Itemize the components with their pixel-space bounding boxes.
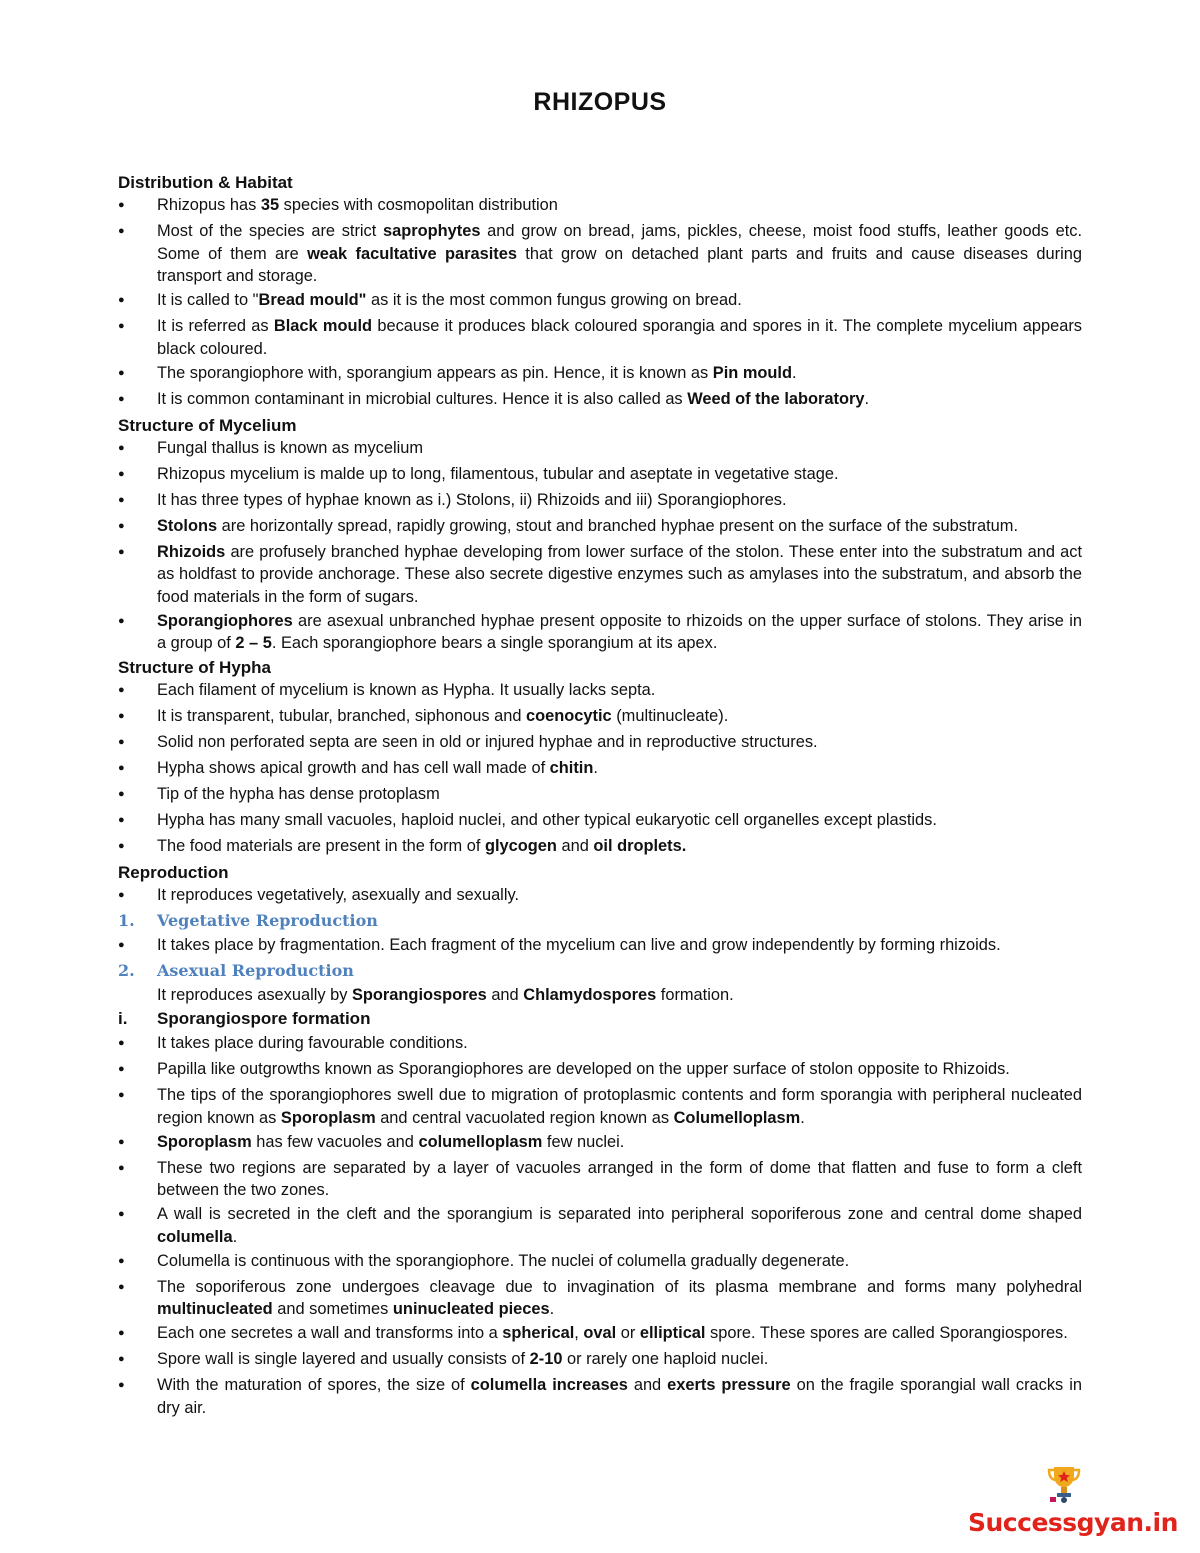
- bullet-icon: [118, 1157, 157, 1202]
- list-item-text: [157, 610, 1082, 655]
- text-run: Each one secretes a wall and transforms into a: [157, 1324, 503, 1343]
- text-run: (multinucleate).: [611, 707, 729, 726]
- bullet-icon: [118, 541, 157, 609]
- bullet-icon: [118, 289, 157, 314]
- bold-term: columelloplasm: [418, 1132, 543, 1151]
- list-item-text: [157, 731, 1082, 756]
- document-page: [118, 88, 1082, 1421]
- list-item-text: [157, 515, 1082, 540]
- bold-term: 2 – 5: [235, 634, 272, 653]
- list-item: [118, 731, 1082, 756]
- list-item: [118, 437, 1082, 462]
- list-item-text: [157, 315, 1082, 360]
- list-item-text: [157, 1276, 1082, 1321]
- bullet-icon: [118, 489, 157, 514]
- text-run: that grow on detached plant parts and fruits and cause diseases during transport and storage.: [157, 244, 1082, 286]
- list-item: [118, 679, 1082, 704]
- bullet-icon: [118, 1276, 157, 1321]
- text-run: because it produces black coloured sporangia and spores in it. The complete mycelium appears black coloured.: [157, 317, 1082, 358]
- list-marker: i.: [118, 1009, 128, 1029]
- bold-term: spherical: [502, 1324, 575, 1343]
- text-run: are profusely branched hyphae developing from lower surface of the stolon. These enter into the substratum and act as holdfast to provide anchorage. These also secrete digestive enzymes such as amylases into the substratum, and absorb the food materials in the form of sugars.: [157, 542, 1082, 606]
- bold-term: Sporoplasm: [157, 1132, 252, 1151]
- bullet-icon: [118, 783, 157, 808]
- text-run: species with cosmopolitan distribution: [279, 196, 558, 214]
- list-item-text: [157, 679, 1082, 704]
- list-item: [118, 220, 1082, 288]
- list-item: [118, 934, 1082, 959]
- bullet-icon: [118, 731, 157, 756]
- bold-term: Sporoplasm: [280, 1108, 376, 1127]
- list-item: [118, 388, 1082, 413]
- list-item-text: [157, 541, 1082, 609]
- document-body: [118, 171, 1082, 1420]
- list-item: [118, 541, 1082, 609]
- text-run: ,: [574, 1324, 584, 1343]
- list-item-text: [157, 1131, 1082, 1156]
- text-run: and central vacuolated region known as: [375, 1108, 674, 1127]
- text-run: .: [593, 759, 598, 778]
- section-heading: Structure of Hypha: [118, 658, 272, 678]
- text-run: A wall is secreted in the cleft and the sporangium is separated into peripheral soporiferous zone and central dome shaped: [157, 1205, 1082, 1224]
- bullet-icon: [118, 934, 157, 959]
- bullet-icon: [118, 679, 157, 704]
- bold-term: Columelloplasm: [673, 1108, 801, 1127]
- bullet-icon: [118, 610, 157, 655]
- bullet-icon: [118, 1250, 157, 1275]
- list-item: [118, 1250, 1082, 1275]
- list-item: [118, 194, 1082, 219]
- text-run: Spore wall is single layered and usually consists of: [157, 1350, 530, 1369]
- subheading: [118, 910, 1082, 933]
- list-item-text: [157, 1203, 1082, 1248]
- list-item: [118, 1058, 1082, 1083]
- text-run: .: [864, 389, 870, 408]
- bold-term: Stolons: [157, 516, 218, 535]
- text-run: spore. These spores are called Sporangiospores.: [705, 1324, 1068, 1343]
- list-item-text: [157, 1374, 1082, 1419]
- list-marker: 2.: [118, 961, 135, 981]
- trophy-icon: [1046, 1464, 1082, 1504]
- bold-term: uninucleated pieces: [392, 1300, 550, 1319]
- text-run: The sporangiophore with, sporangium appears as pin. Hence, it is known as: [157, 363, 713, 382]
- bullet-icon: [118, 194, 157, 219]
- bold-term: saprophytes: [383, 221, 481, 240]
- bold-term: Rhizoids: [157, 542, 226, 561]
- bullet-icon: [118, 437, 157, 462]
- bold-term: oil droplets.: [593, 837, 687, 856]
- text-run: . Each sporangiophore bears a single sporangium at its apex.: [271, 634, 718, 653]
- list-item-text: [157, 220, 1082, 288]
- text-run: and sometimes: [272, 1300, 393, 1319]
- text-run: It is common contaminant in microbial cultures. Hence it is also called as: [157, 389, 688, 408]
- list-item-text: [157, 1348, 1082, 1373]
- text-run: and: [556, 837, 594, 856]
- list-item: [118, 1348, 1082, 1373]
- list-item: [118, 1157, 1082, 1202]
- text-run: The food materials are present in the form of: [157, 837, 485, 856]
- text-run: It is transparent, tubular, branched, siphonous and: [157, 707, 527, 726]
- list-item: [118, 1276, 1082, 1321]
- list-item-text: [157, 884, 1082, 909]
- bold-term: Sporangiophores: [157, 611, 293, 630]
- bullet-icon: [118, 809, 157, 834]
- bullet-icon: [118, 757, 157, 782]
- bullet-icon: [118, 1322, 157, 1347]
- subheading: [118, 960, 1082, 983]
- text-run: Most of the species are strict: [157, 221, 384, 240]
- text-run: as it is the most common fungus growing on bread.: [366, 291, 742, 310]
- list-item: [118, 315, 1082, 360]
- text-run: few nuclei.: [542, 1132, 625, 1151]
- text-run: or rarely one haploid nuclei.: [562, 1350, 769, 1369]
- text-run: With the maturation of spores, the size of: [157, 1376, 471, 1395]
- section-heading: Distribution & Habitat: [118, 173, 293, 192]
- text-run: It has three types of hyphae known as i.) Stolons, ii) Rhizoids and iii) Sporangiophores.: [157, 490, 787, 509]
- text-run: .: [792, 363, 797, 382]
- list-item: [118, 1084, 1082, 1129]
- list-item: [118, 884, 1082, 909]
- logo-text: Successgyan.in: [968, 1508, 1178, 1537]
- text-run: are asexual unbranched hyphae present opposite to rhizoids on the upper surface of stolons. They arise in a group of: [157, 611, 1082, 653]
- list-item: [118, 463, 1082, 488]
- list-item-text: [157, 1032, 1082, 1057]
- list-item-text: [157, 1084, 1082, 1129]
- list-item-text: Sporangiospore formation: [157, 1009, 371, 1029]
- list-item-text: [157, 757, 1082, 782]
- list-item: [118, 489, 1082, 514]
- text-run: and grow on bread, jams, pickles, cheese, moist food stuffs, leather goods etc. Some of them are: [157, 221, 1082, 263]
- list-item: [118, 1032, 1082, 1057]
- bullet-icon: [118, 1058, 157, 1083]
- text-run: Rhizopus mycelium is malde up to long, filamentous, tubular and aseptate in vegetative stage.: [157, 464, 839, 483]
- list-item-text: [157, 437, 1082, 462]
- list-item: [118, 1203, 1082, 1248]
- bold-term: Bread mould": [258, 291, 367, 310]
- list-item-text: Vegetative Reproduction: [157, 911, 378, 931]
- list-item-text: [157, 984, 1082, 1007]
- text-run: Papilla like outgrowths known as Sporangiophores are developed on the upper surface of stolon opposite to Rhizoids.: [157, 1060, 1010, 1079]
- text-run: Hypha has many small vacuoles, haploid nuclei, and other typical eukaryotic cell organelles except plastids.: [157, 811, 937, 830]
- text-run: are horizontally spread, rapidly growing, stout and branched hyphae present on the surface of the substratum.: [217, 516, 1018, 535]
- bullet-icon: [118, 835, 157, 860]
- text-run: .: [232, 1227, 238, 1246]
- text-run: Fungal thallus is known as mycelium: [157, 438, 424, 457]
- bold-term: Weed of the laboratory: [687, 389, 865, 408]
- bullet-icon: [118, 884, 157, 909]
- bold-term: coenocytic: [526, 707, 612, 726]
- text-run: .: [549, 1300, 555, 1319]
- list-item: [118, 835, 1082, 860]
- list-item-text: [157, 934, 1082, 959]
- bullet-icon: [118, 705, 157, 730]
- text-run: Tip of the hypha has dense protoplasm: [157, 785, 440, 804]
- text-run: Hypha shows apical growth and has cell wall made of: [157, 759, 550, 778]
- list-item-text: [157, 809, 1082, 834]
- bold-term: glycogen: [484, 837, 557, 856]
- list-item: [118, 362, 1082, 387]
- bold-term: 35: [260, 196, 280, 214]
- text-run: It reproduces vegetatively, asexually and sexually.: [157, 886, 520, 905]
- text-run: It is called to ": [157, 291, 259, 310]
- list-item: [118, 610, 1082, 655]
- text-run: The tips of the sporangiophores swell due to migration of protoplasmic contents and form sporangia with peripheral nucleated region known as: [157, 1086, 1082, 1127]
- bullet-icon: [118, 463, 157, 488]
- bullet-icon: [118, 1348, 157, 1373]
- bold-term: exerts pressure: [667, 1376, 791, 1395]
- bold-term: multinucleated: [157, 1300, 273, 1319]
- bold-term: Sporangiospores: [351, 986, 487, 1005]
- list-item-text: [157, 388, 1082, 413]
- list-item-text: [157, 1157, 1082, 1202]
- text-run: or: [616, 1324, 640, 1343]
- text-run: Each filament of mycelium is known as Hypha. It usually lacks septa.: [157, 681, 656, 700]
- bold-term: oval: [583, 1324, 617, 1343]
- text-run: It is referred as: [157, 317, 274, 336]
- list-item-text: Asexual Reproduction: [157, 961, 354, 981]
- list-item-text: [157, 783, 1082, 808]
- site-logo: [968, 1464, 1178, 1544]
- list-item-text: [157, 705, 1082, 730]
- bold-term: Black mould: [273, 317, 373, 336]
- text-run: on the fragile sporangial wall cracks in dry air.: [157, 1376, 1082, 1417]
- text-run: has few vacuoles and: [251, 1132, 419, 1151]
- text-run: Solid non perforated septa are seen in old or injured hyphae and in reproductive structures.: [157, 733, 818, 752]
- text-run: It takes place by fragmentation. Each fragment of the mycelium can live and grow independently by forming rhizoids.: [157, 936, 1001, 955]
- list-item-text: [157, 489, 1082, 514]
- bullet-icon: [118, 1203, 157, 1248]
- text-run: It takes place during favourable conditions.: [157, 1034, 468, 1053]
- bullet-icon: [118, 362, 157, 387]
- list-marker: [118, 984, 157, 1007]
- list-item-text: [157, 362, 1082, 387]
- list-item: [118, 289, 1082, 314]
- bullet-icon: [118, 1374, 157, 1419]
- list-item-text: [157, 835, 1082, 860]
- list-item: [118, 1374, 1082, 1419]
- list-item: [118, 783, 1082, 808]
- list-item-text: [157, 194, 1082, 219]
- bullet-icon: [118, 220, 157, 288]
- bold-term: elliptical: [639, 1324, 706, 1343]
- list-item: [118, 1131, 1082, 1156]
- list-item: [118, 757, 1082, 782]
- text-run: These two regions are separated by a layer of vacuoles arranged in the form of dome that flatten and fuse to form a cleft between the two zones.: [157, 1158, 1082, 1200]
- text-run: It reproduces asexually by: [157, 986, 352, 1005]
- bold-term: columella: [157, 1227, 233, 1246]
- paragraph: [118, 984, 1082, 1007]
- bold-term: 2-10: [529, 1350, 563, 1369]
- bullet-icon: [118, 315, 157, 360]
- bullet-icon: [118, 1032, 157, 1057]
- section-heading: Structure of Mycelium: [118, 415, 297, 435]
- list-marker: 1.: [118, 911, 135, 931]
- text-run: and: [486, 986, 524, 1005]
- page-title: RHIZOPUS: [533, 88, 667, 116]
- text-run: formation.: [656, 986, 734, 1005]
- text-run: .: [800, 1108, 805, 1127]
- list-item: [118, 1322, 1082, 1347]
- bullet-icon: [118, 388, 157, 413]
- list-item: [118, 705, 1082, 730]
- subheading: [118, 1008, 1082, 1031]
- text-run: The soporiferous zone undergoes cleavage due to invagination of its plasma membrane and forms many polyhedral: [157, 1277, 1082, 1296]
- bold-term: Chlamydospores: [523, 986, 657, 1005]
- list-item-text: [157, 463, 1082, 488]
- list-item-text: [157, 1058, 1082, 1083]
- bullet-icon: [118, 515, 157, 540]
- bullet-icon: [118, 1131, 157, 1156]
- list-item-text: [157, 1322, 1082, 1347]
- bold-term: columella increases: [470, 1376, 628, 1395]
- list-item-text: [157, 289, 1082, 314]
- section-heading: Reproduction: [118, 863, 229, 883]
- bold-term: Pin mould: [712, 363, 792, 382]
- list-item: [118, 515, 1082, 540]
- text-run: Rhizopus has: [157, 196, 261, 214]
- text-run: and: [627, 1376, 668, 1395]
- bold-term: weak facultative parasites: [307, 244, 517, 263]
- list-item-text: [157, 1250, 1082, 1275]
- bullet-icon: [118, 1084, 157, 1129]
- list-item: [118, 809, 1082, 834]
- text-run: Columella is continuous with the sporangiophore. The nuclei of columella gradually degenerate.: [157, 1251, 850, 1270]
- bold-term: chitin: [549, 759, 594, 778]
